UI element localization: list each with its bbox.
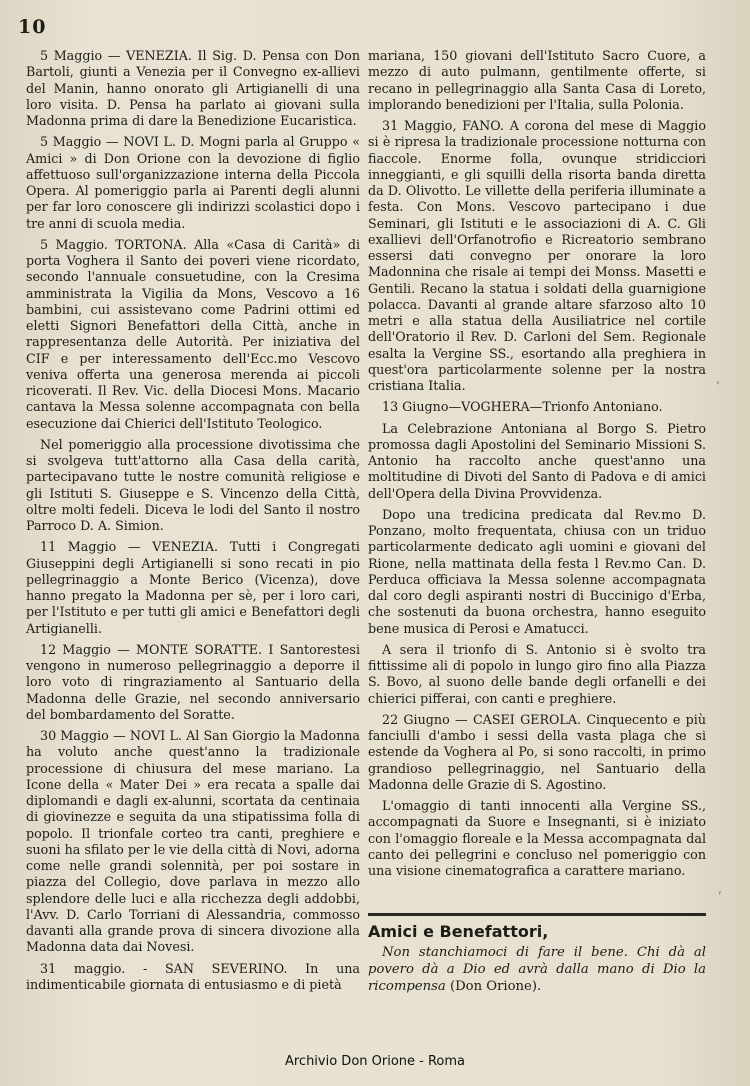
news-item: 12 Maggio — MONTE SORATTE. I Santorestesi vengono in numeroso pellegrinaggio a deporre il loro voto di ringraziamento al Santuario della Madonna delle Grazie, nel secondo anniversario del bombardamento del Soratte. xyxy=(26,641,360,722)
news-item: 5 Maggio — VENEZIA. Il Sig. D. Pensa con Don Bartoli, giunti a Venezia per il Convegno ex-allievi del Manin, hanno onorato gli Artigianelli di una loro visita. D. Pensa ha parlato ai giovani sulla Madonna prima di dare la Benedizione Eucaristica. xyxy=(26,48,360,128)
news-item: 5 Maggio — NOVI L. D. Mogni parla al Gruppo « Amici » di Don Orione con la devozione di figlio affettuoso sull'organizzazione interna della Piccola Opera. Al pomeriggio parla ai Parenti degli alunni per far loro conoscere gli indirizzi scolastici dopo i tre anni di scuola media. xyxy=(26,134,360,231)
news-item: 22 Giugno — CASEI GEROLA. Cinquecento e più fanciulli d'ambo i sessi della vasta plaga che si estende da Voghera al Po, si sono raccolti, in primo grandioso pellegrinaggio, nel Santuario della Madonna delle Grazie di S. Agostino. xyxy=(368,711,706,792)
news-item: La Celebrazione Antoniana al Borgo S. Pietro promossa dagli Apostolini del Seminario Missioni S. Antonio ha raccolto anche quest'anno una moltitudine di Divoti del Santo di Padova e di amici dell'Opera della Divina Provvidenza. xyxy=(368,420,706,501)
news-item: 31 Maggio, FANO. A corona del mese di Maggio si è ripresa la tradizionale processione notturna con fiaccole. Enorme folla, ovunque stridicciori inneggianti, e gli squilli della risorta banda diretta da D. Olivotto. Le villette della periferia illuminate a festa. Con Mons. Vescovo partecipano i due Seminari, gli Istituti e le associazioni di A. C. Gli exallievi dell'Orfanotrofio e Ricreatorio sembrano essersi dati convegno per onorare la loro Madonnina che risale ai tempi dei Monss. Masetti e Gentili. Recano la statua i soldati della guarnigione polacca. Davanti al grande altare sfarzoso alto 10 metri e alla statua della Ausiliatrice nel cortile dell'Oratorio il Rev. D. Carloni del Sem. Regionale esalta la Vergine SS., esortando alla preghiera in quest'ora particolarmente solenne per la nostra cristiana Italia. xyxy=(368,118,706,393)
left-column xyxy=(26,48,360,993)
news-item-continuation: mariana, 150 giovani dell'Istituto Sacro Cuore, a mezzo di auto pulmann, gentilmente offerte, si recano in pellegrinaggio alla Santa Casa di Loreto, implorando benedizioni per l'Italia, sulla Polonia. xyxy=(368,48,706,112)
news-item: L'omaggio di tanti innocenti alla Vergine SS., accompagnati da Suore e Insegnanti, si è iniziato con l'omaggio floreale e la Messa accompagnata dal canto dei pellegrini e concluso nel pomeriggio con una visione cinematografica a carattere mariano. xyxy=(368,798,706,878)
right-column xyxy=(368,48,706,995)
page-number: 10 xyxy=(18,16,47,38)
margin-mark: ‚ xyxy=(716,372,720,386)
quote-text: Non stanchiamoci di fare il bene. Chi dà al povero dà a Dio ed avrà dalla mano di Dio la ricompensa xyxy=(368,945,706,995)
founder-quote xyxy=(368,944,706,995)
news-item: 30 Maggio — NOVI L. Al San Giorgio la Madonna ha voluto anche quest'anno la tradizionale processione di chiusura del mese mariano. La Icone della « Mater Dei » era recata a spalle dai diplomandi e dagli ex-alunni, scortata da centinaia di giovinezze e seguita da una stipatissima folla di popolo. Il trionfale corteo tra canti, preghiere e suoni ha sfilato per le vie della città di Novi, adorna come nelle grandi solennità, per poi sostare in piazza del Collegio, dove parlava in mezzo allo splendore delle luci e alla ricchezza degli addobbi, l'Avv. D. Carlo Torriani di Alessandria, commosso davanti alla grande prova di sincera divozione alla Madonna data dai Novesi. xyxy=(26,728,360,955)
news-item: Nel pomeriggio alla processione divotissima che si svolgeva tutt'attorno alla Casa della carità, partecipavano tutte le nostre comunità religiose e gli Istituti S. Giuseppe e S. Vincenzo della Città, oltre molti fedeli. Diceva le lodi del Santo il nostro Parroco D. A. Simion. xyxy=(26,436,360,533)
news-item: 31 maggio. - SAN SEVERINO. In una indimenticabile giornata di entusiasmo e di pietà xyxy=(26,960,360,992)
quote-author: (Don Orione). xyxy=(449,979,542,995)
section-title: Amici e Benefattori, xyxy=(368,913,706,942)
news-item: 11 Maggio — VENEZIA. Tutti i Congregati Giuseppini degli Artigianelli si sono recati in pio pellegrinaggio a Monte Berico (Vicenza), dove hanno pregato la Madonna per sè, per i loro cari, per l'Istituto e per tutti gli amici e Benefattori degli Artigianelli. xyxy=(26,539,360,636)
news-item: Dopo una tredicina predicata dal Rev.mo D. Ponzano, molto frequentata, chiusa con un triduo particolarmente dedicato agli uomini e giovani del Rione, nella mattinata della festa l Rev.mo Can. D. Perduca officiava la Messa solenne accompagnata dal coro degli aspiranti nostri di Buccinigo d'Erba, che sostenuti da buona orchestra, hanno eseguito bene musica di Perosi e Amatucci. xyxy=(368,506,706,636)
news-item: A sera il trionfo di S. Antonio si è svolto tra fittissime ali di popolo in lungo giro fino alla Piazza S. Bovo, al suono delle bande degli orfanelli e dei chierici pifferai, con canti e preghiere. xyxy=(368,641,706,706)
news-heading: 13 Giugno—VOGHERA—Trionfo Antoniano. xyxy=(382,399,663,415)
news-item: 5 Maggio. TORTONA. Alla «Casa di Carità» di porta Voghera il Santo dei poveri viene ricordato, secondo l'annuale consuetudine, con la Cresima amministrata la Vigilia da Mons, Vescovo a 16 bambini, cui assistevano come Padrini ottimi ed eletti Signori Benefattori della Città, anche in rappresentanza delle Autorità. Per iniziativa del CIF e per interessamento dell'Ecc.mo Vescovo veniva offerta una generosa merenda ai piccoli ricoverati. Il Rev. Vic. della Diocesi Mons. Macario cantava la Messa solenne accompagnata con bella esecuzione dai Chierici dell'Istituto Teologico. xyxy=(26,236,360,431)
margin-mark: , xyxy=(718,882,722,896)
archive-footer: Archivio Don Orione - Roma xyxy=(284,1054,466,1069)
